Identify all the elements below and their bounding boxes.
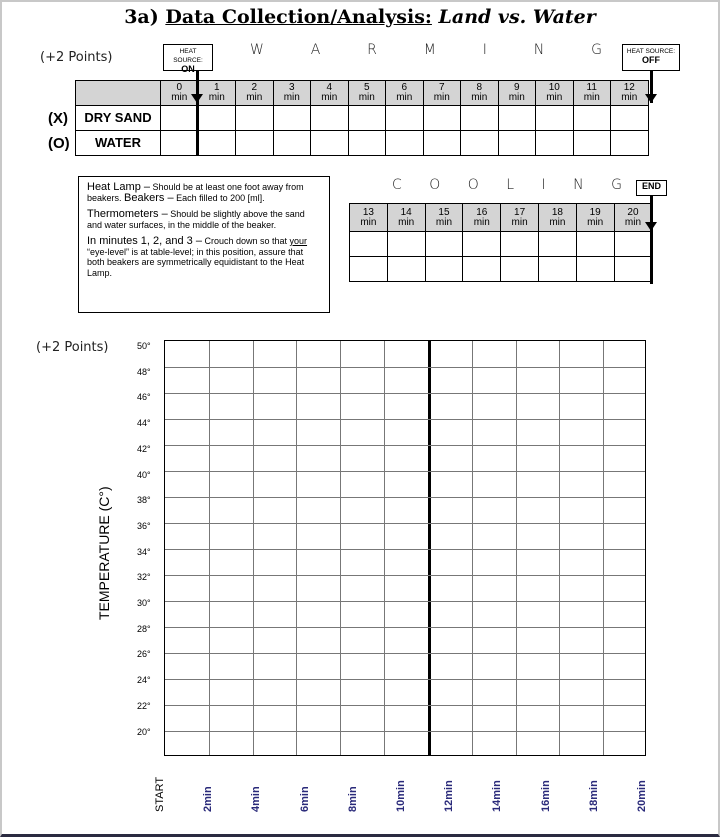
warming-table [75, 80, 649, 156]
minute-header [573, 81, 611, 106]
cooling-letters [392, 177, 622, 193]
minute-unit: min [360, 216, 377, 228]
data-cell[interactable] [576, 232, 614, 257]
row-label: DRY SAND [76, 106, 161, 131]
letter: W [250, 42, 264, 58]
grid-hline [165, 497, 645, 498]
grid-hline [165, 549, 645, 550]
letter: I [541, 177, 546, 193]
data-cell[interactable] [198, 106, 236, 131]
data-cell[interactable] [461, 131, 499, 156]
grid-hline [165, 731, 645, 732]
grid-vline [428, 341, 431, 755]
minute-number: 11 [586, 82, 597, 93]
y-tick-label: 34° [137, 546, 151, 557]
data-cell[interactable] [536, 131, 574, 156]
grid-hline [165, 705, 645, 706]
grid-hline [165, 679, 645, 680]
minute-number: 15 [438, 206, 450, 218]
data-cell[interactable] [538, 257, 576, 282]
minute-header [386, 81, 424, 106]
letter: C [392, 177, 402, 193]
data-cell[interactable] [611, 106, 649, 131]
instr-head: In minutes 1, 2, and 3 – [87, 235, 202, 247]
title-subtitle: Land vs. Water [438, 6, 596, 28]
minute-number: 4 [326, 82, 333, 93]
instr-text: Each filled to 200 [ml]. [173, 192, 265, 203]
y-tick-label: 28° [137, 623, 151, 634]
minute-unit: min [171, 92, 188, 103]
minute-unit: min [511, 216, 528, 228]
grid-vline [516, 341, 517, 755]
x-tick-label: 10min [395, 780, 407, 812]
instr-text: Should be at least one foot away from beakers. [87, 182, 304, 203]
minute-number: 17 [514, 206, 526, 218]
data-cell[interactable] [273, 131, 311, 156]
minute-number: 18 [551, 206, 563, 218]
y-tick-label: 50° [137, 341, 151, 351]
minute-number: 1 [213, 82, 220, 93]
minute-header [576, 204, 614, 232]
minute-unit: min [471, 92, 488, 103]
grid-hline [165, 601, 645, 602]
data-cell[interactable] [348, 131, 386, 156]
warming-letters [250, 42, 602, 58]
minute-header [387, 204, 425, 232]
heat-on-label: HEAT SOURCE: [173, 48, 203, 64]
y-tick-label: 26° [137, 649, 151, 660]
minute-header [536, 81, 574, 106]
minute-number: 7 [438, 82, 445, 93]
minute-unit: min [624, 216, 642, 228]
data-cell[interactable] [538, 232, 576, 257]
grid-hline [165, 445, 645, 446]
data-cell[interactable] [198, 131, 236, 156]
grid-vline [472, 341, 473, 755]
x-tick-label: 6min [298, 786, 311, 812]
y-axis-label: TEMPERATURE (C°) [96, 486, 112, 620]
minute-number: 0 [176, 82, 183, 93]
marker-o: (O) [48, 135, 70, 152]
letter: O [429, 177, 441, 193]
grid-hline [165, 653, 645, 654]
x-tick-label: 18min [587, 780, 600, 812]
data-cell[interactable] [387, 232, 425, 257]
data-cell[interactable] [463, 257, 501, 282]
instruction-thermometers [87, 209, 321, 230]
end-box [636, 180, 667, 196]
minute-header [311, 81, 349, 106]
data-cell[interactable] [236, 106, 274, 131]
y-tick-label: 48° [137, 366, 151, 377]
data-cell[interactable] [350, 257, 388, 282]
letter: L [506, 177, 515, 193]
y-tick-label: 46° [137, 392, 151, 403]
x-tick-label: 16min [539, 780, 552, 812]
minute-unit: min [508, 92, 525, 103]
letter: N [533, 42, 545, 58]
x-tick-label: 2min [202, 786, 215, 812]
grid-hline [165, 523, 645, 524]
grid-vline [340, 341, 341, 755]
minute-number: 13 [362, 206, 374, 218]
data-cell[interactable] [498, 131, 536, 156]
data-cell[interactable] [425, 232, 463, 257]
data-cell[interactable] [311, 131, 349, 156]
x-tick-label: START [154, 776, 166, 812]
grid-hline [165, 627, 645, 628]
minute-header [501, 204, 539, 232]
minute-header [611, 81, 649, 106]
grid-hline [165, 393, 645, 394]
y-tick-label: 24° [137, 675, 151, 686]
letter: M [423, 42, 436, 58]
x-tick-label: 12min [443, 780, 456, 812]
y-tick-label: 32° [137, 572, 151, 583]
minute-unit: min [435, 216, 453, 228]
data-cell[interactable] [236, 131, 274, 156]
marker-x: (X) [48, 110, 68, 127]
data-cell[interactable] [423, 106, 461, 131]
x-tick-label: 8min [346, 786, 359, 812]
instr-text: Crouch down so that [201, 236, 290, 246]
header-row [350, 204, 652, 232]
heat-on-state: ON [181, 64, 195, 74]
data-cell[interactable] [311, 106, 349, 131]
minute-number: 2 [251, 82, 258, 93]
heat-on-arrow [191, 94, 203, 103]
minute-header [273, 81, 311, 106]
minute-header [498, 81, 536, 106]
end-line [650, 196, 653, 284]
grid-vline [296, 341, 297, 755]
instr-underline: your [289, 236, 308, 246]
table-row [350, 257, 652, 282]
data-cell[interactable] [386, 106, 424, 131]
instructions-box [78, 176, 330, 313]
minute-header [350, 204, 388, 232]
minute-unit: min [396, 92, 413, 103]
minute-unit: min [283, 92, 300, 103]
data-cell[interactable] [501, 257, 539, 282]
minute-header [198, 81, 236, 106]
y-tick-label: 44° [137, 418, 151, 429]
minute-number: 20 [627, 206, 639, 218]
letter: G [591, 42, 602, 58]
heat-source-off-box [622, 44, 680, 71]
end-label: END [641, 181, 661, 191]
data-cell[interactable] [501, 232, 539, 257]
letter: R [367, 42, 377, 58]
instruction-heat-lamp [87, 182, 321, 203]
minute-number: 9 [513, 82, 520, 93]
data-cell[interactable] [573, 106, 611, 131]
minute-number: 5 [363, 82, 370, 93]
grid-vline [209, 341, 210, 755]
letter: O [467, 177, 479, 193]
minute-header [463, 204, 501, 232]
data-cell[interactable] [425, 257, 463, 282]
grid-hline [165, 471, 645, 472]
header-blank [76, 81, 161, 106]
table-row [350, 232, 652, 257]
minute-number: 3 [288, 82, 295, 93]
minute-header [423, 81, 461, 106]
heat-on-line [196, 70, 199, 156]
minute-number: 6 [401, 82, 408, 93]
y-tick-label: 30° [137, 598, 151, 608]
data-cell[interactable] [614, 257, 652, 282]
minute-header [348, 81, 386, 106]
letter: G [611, 177, 622, 193]
data-cell[interactable] [423, 131, 461, 156]
minute-number: 16 [476, 206, 488, 218]
warming-points-label: (+2 Points) [40, 50, 113, 65]
minute-unit: min [208, 92, 225, 103]
graph-points-label: (+2 Points) [36, 340, 109, 355]
data-cell[interactable] [273, 106, 311, 131]
minute-unit: min [583, 92, 600, 103]
letter: N [573, 177, 584, 193]
heat-source-on-box [163, 44, 213, 74]
row-label: WATER [76, 131, 161, 156]
minute-unit: min [398, 216, 415, 228]
heat-off-state: OFF [642, 55, 660, 65]
grid-vline [384, 341, 385, 755]
y-tick-label: 22° [137, 700, 151, 711]
minute-unit: min [358, 92, 375, 103]
x-tick-label: 4min [250, 786, 263, 812]
minute-unit: min [546, 92, 563, 103]
minute-header [461, 81, 499, 106]
minute-unit: min [587, 216, 604, 228]
end-arrow [645, 222, 657, 231]
instr-head: Beakers – [124, 191, 174, 204]
data-cell[interactable] [387, 257, 425, 282]
instr-head: Thermometers – [87, 208, 168, 220]
title-prefix: 3a) [124, 6, 159, 28]
data-cell[interactable] [161, 106, 199, 131]
data-cell[interactable] [498, 106, 536, 131]
grid-hline [165, 367, 645, 368]
minute-unit: min [473, 216, 490, 228]
instr-text: “eye-level” is at table-level; in this position, assure that both beakers are symmetrically equidistant to the Heat Lamp. [87, 246, 305, 278]
table-row [76, 131, 649, 156]
header-row [76, 81, 649, 106]
y-tick-label: 20° [137, 726, 151, 737]
minute-header [236, 81, 274, 106]
letter: A [310, 42, 321, 58]
minute-header [538, 204, 576, 232]
minute-unit: min [621, 92, 638, 103]
data-cell[interactable] [348, 106, 386, 131]
data-cell[interactable] [614, 232, 652, 257]
cooling-table [349, 203, 652, 282]
minute-header [425, 204, 463, 232]
heat-off-arrow [645, 94, 657, 103]
minute-unit: min [549, 216, 566, 228]
minute-number: 12 [623, 82, 635, 93]
instr-head: Heat Lamp – [87, 181, 150, 193]
temperature-graph-grid[interactable] [164, 340, 646, 756]
grid-vline [253, 341, 254, 755]
instr-text: Should be slightly above the sand and water surfaces, in the middle of the beaker. [87, 209, 305, 230]
title-main: Data Collection/Analysis: [165, 6, 432, 28]
x-tick-label: 20min [636, 780, 648, 812]
data-cell[interactable] [611, 131, 649, 156]
data-cell[interactable] [386, 131, 424, 156]
letter: I [482, 42, 487, 58]
minute-unit: min [246, 92, 263, 103]
grid-hline [165, 419, 645, 420]
data-cell[interactable] [576, 257, 614, 282]
minute-number: 19 [589, 206, 601, 218]
grid-hline [165, 575, 645, 576]
minute-number: 8 [476, 82, 483, 93]
data-cell[interactable] [461, 106, 499, 131]
y-tick-label: 40° [137, 469, 151, 480]
x-tick-label: 14min [491, 780, 504, 812]
minute-number: 14 [400, 206, 412, 218]
data-cell[interactable] [536, 106, 574, 131]
data-cell[interactable] [573, 131, 611, 156]
table-row [76, 106, 649, 131]
minute-unit: min [433, 92, 450, 103]
minute-number: 10 [548, 82, 560, 93]
instruction-minutes [87, 236, 321, 278]
y-tick-label: 36° [137, 520, 151, 531]
data-cell[interactable] [350, 232, 388, 257]
page-title [0, 6, 720, 28]
data-cell[interactable] [161, 131, 199, 156]
data-cell[interactable] [463, 232, 501, 257]
heat-off-label: HEAT SOURCE: [626, 48, 676, 55]
grid-vline [559, 341, 560, 755]
y-tick-label: 38° [137, 495, 151, 506]
minute-unit: min [321, 92, 338, 103]
y-tick-label: 42° [137, 443, 151, 454]
grid-vline [603, 341, 604, 755]
